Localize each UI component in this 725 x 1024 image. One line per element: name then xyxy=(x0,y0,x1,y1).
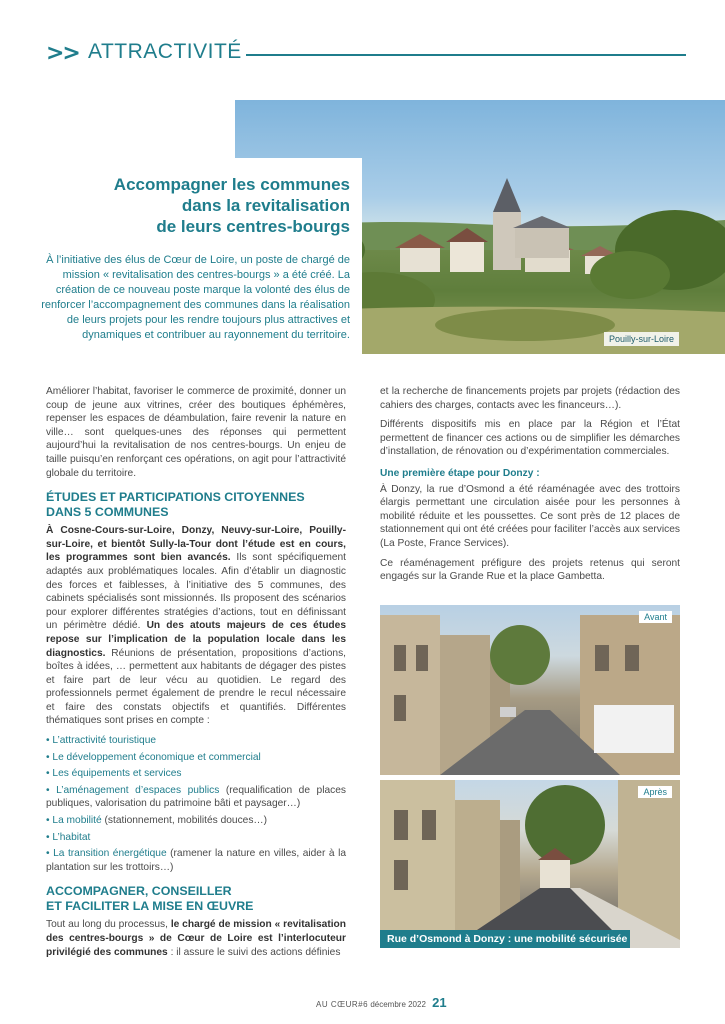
donzy-subheading: Une première étape pour Donzy : xyxy=(380,467,540,479)
list-item-label: • La transition énergétique xyxy=(46,848,167,860)
before-tag: Avant xyxy=(639,611,672,623)
list-item-detail: (stationnement, mobilités douces…) xyxy=(101,815,268,827)
list-item-label: • La mobilité xyxy=(46,815,102,827)
header-rule xyxy=(246,54,686,56)
section-heading-line: ÉTUDES ET PARTICIPATIONS CITOYENNES xyxy=(46,490,305,505)
issue-date: décembre 2022 xyxy=(370,1000,426,1009)
magazine-name: AU CŒUR#6 xyxy=(316,1000,369,1009)
donzy-photo-caption: Rue d’Osmond à Donzy : une mobilité sécurisée xyxy=(380,930,630,948)
schemes-paragraph: Différents dispositifs mis en place par la Région et l’État permettent de financer ces actions ou de simplifier les démarches d’installation, de rénovation ou d’expérimentation commerciales. xyxy=(380,419,680,458)
list-item xyxy=(46,814,346,828)
street-after-illustration xyxy=(380,780,680,948)
studies-text: Ils sont spécifiquement adaptés aux problématiques locales. Afin d’établir un diagnostic des forces et faiblesses, à l’initiative des 5 communes, des cabinets spécialisés sont missionnés. Ils proposent des scénarios pour explorer différentes stratégies d’actions, tout en définissant un périmètre dédié. xyxy=(46,552,346,632)
list-item-label: • L’attractivité touristique xyxy=(46,735,157,747)
section-heading-line: ET FACILITER LA MISE EN ŒUVRE xyxy=(46,899,254,914)
support-bold: le chargé de mission « revitalisation des centres-bourgs » de Cœur de Loire est l’interlocuteur privilégié des communes xyxy=(46,919,346,958)
right-column xyxy=(380,385,680,590)
section-heading-support xyxy=(46,884,346,914)
street-before-illustration xyxy=(380,605,680,775)
article-title-line1: Accompagner les communes xyxy=(113,175,350,194)
list-item-label: • L’habitat xyxy=(46,831,91,843)
section-heading-studies xyxy=(46,490,346,520)
article-title-line2: dans la revitalisation xyxy=(181,196,350,215)
page-number: 21 xyxy=(432,995,447,1010)
donzy-paragraph: À Donzy, la rue d’Osmond a été réaménagée avec des trottoirs élargis permettant une circulation aisée pour les personnes à mobilité réduite et les poussettes. Ce sont près de 12 places de stationnement qui ont été créées pour faciliter l’accès aux services (La Poste, France Services). xyxy=(380,483,680,549)
list-item-label: • Les équipements et services xyxy=(46,768,182,780)
article-title-line3: de leurs centres-bourgs xyxy=(156,217,350,236)
donzy-future-paragraph: Ce réaménagement préfigure des projets retenus qui seront engagés sur la Grande Rue et la place Gambetta. xyxy=(380,557,680,583)
studies-bold-lead: À Cosne-Cours-sur-Loire, Donzy, Neuvy-sur-Loire, Pouilly-sur-Loire, et bientôt Sully-la-Tour dont l’étude est en cours, les programmes sont bien avancés. xyxy=(46,525,346,564)
list-item xyxy=(46,831,346,845)
hero-photo-caption: Pouilly-sur-Loire xyxy=(604,332,679,346)
support-text: Tout au long du processus, xyxy=(46,919,171,931)
list-item-label: • Le développement économique et commercial xyxy=(46,751,261,763)
section-heading-line: DANS 5 COMMUNES xyxy=(46,505,169,520)
list-item-detail: (ramener la nature en villes, aider à la plantation sur les trottoirs…) xyxy=(46,848,346,873)
after-tag: Après xyxy=(638,786,672,798)
after-photo xyxy=(380,780,680,948)
list-item-label: • L’aménagement d’espaces publics xyxy=(46,784,220,796)
studies-text-cont: Réunions de présentation, propositions d’actions, boîtes à idées, … permettent aux habitants de dégager des pistes et faire part de leur vécu au quotidien. Le regard des professionnels permet également de prendre le recul nécessaire et faire des constats objectifs et quantifiés. Différentes thématiques sont prises en compte : xyxy=(46,647,346,727)
section-header xyxy=(46,38,686,68)
support-text-cont: : il assure le suivi des actions définies xyxy=(167,946,341,958)
list-item xyxy=(46,847,346,874)
list-item xyxy=(46,734,346,748)
studies-paragraph xyxy=(46,524,346,728)
financing-paragraph: et la recherche de financements projets par projets (rédaction des cahiers des charges, contacts avec les financeurs…). xyxy=(380,386,680,411)
list-item xyxy=(46,767,346,781)
left-intro-paragraph: Améliorer l’habitat, favoriser le commerce de proximité, donner un coup de jeune aux vitrines, créer des boutiques éphémères, repenser les espaces de déambulation, faire revenir la nature en ville… sont quelques-unes des réponses qui permettent aujourd’hui la revitalisation de nos centres-bourgs. Un enjeu de taille puisqu’en renforçant ces opérations, on agit pour l’attractivité globale du territoire. xyxy=(46,386,346,479)
support-paragraph xyxy=(46,918,346,959)
left-column xyxy=(46,385,346,965)
section-title: ATTRACTIVITÉ xyxy=(88,40,242,63)
list-item-detail: (requalification de places publiques, valorisation du patrimoine bâti et paysager…) xyxy=(46,784,347,810)
themes-list xyxy=(46,734,346,874)
before-photo xyxy=(380,605,680,775)
list-item xyxy=(46,784,346,811)
studies-bold-highlight: Un des atouts majeurs de ces études repose sur l’implication de la population locale dans les diagnostics. xyxy=(46,620,346,659)
list-item xyxy=(46,751,346,765)
article-title xyxy=(40,174,350,237)
page-footer xyxy=(316,995,447,1010)
double-chevron-icon: >> xyxy=(46,41,79,66)
section-heading-line: ACCOMPAGNER, CONSEILLER xyxy=(46,884,232,899)
intro-box xyxy=(40,158,362,354)
article-lead: À l’initiative des élus de Cœur de Loire, un poste de chargé de mission « revitalisation des centres-bourgs » a été créé. La création de ce nouveau poste marque la volonté des élus de renforcer l’accompagnement des communes dans la réalisation de leurs projets pour les rendre toujours plus attractives et dynamiques et contribuer au rayonnement du territoire. xyxy=(41,254,350,341)
